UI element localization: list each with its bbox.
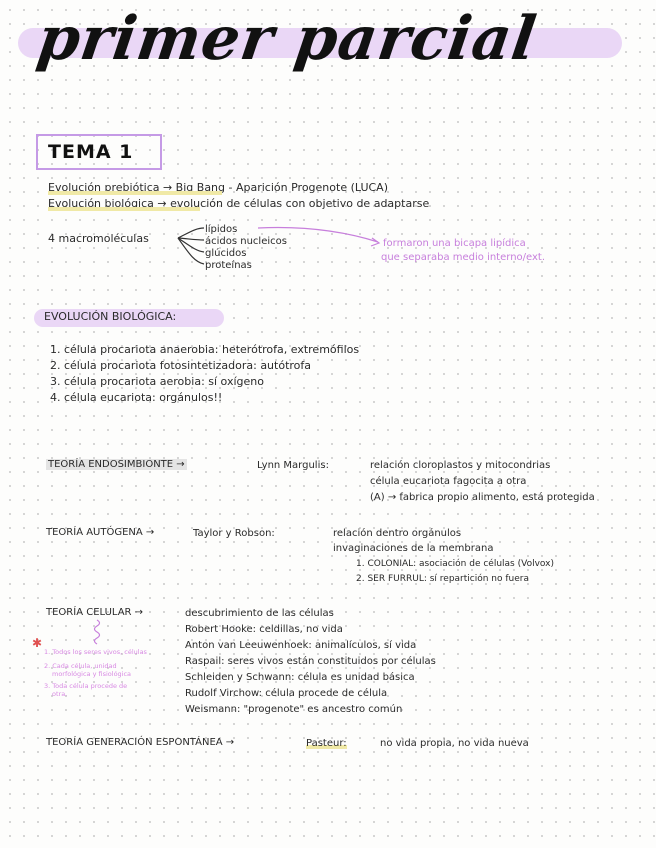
celular-line: Raspail: seres vivos están constituidos por células bbox=[185, 656, 436, 667]
evolucion-item: 1. célula procariota anaerobia: heterótrofa, extremófilos bbox=[50, 343, 360, 356]
autogena-line: invaginaciones de la membrana bbox=[333, 543, 494, 554]
page-title: primer parcial bbox=[33, 4, 541, 74]
star-icon: ✱ bbox=[32, 636, 43, 650]
autogena-line: 1. COLONIAL: asociación de células (Volvox) bbox=[356, 559, 554, 569]
espontanea-label: TEORÍA GENERACIÓN ESPONTÁNEA → bbox=[46, 737, 235, 748]
celular-side-note: 1. Todos los seres vivos, células bbox=[44, 648, 147, 656]
celular-side-note: morfológica y fisiológica bbox=[52, 670, 132, 678]
endosimbionte-title: TEORÍA ENDOSIMBIONTE → bbox=[48, 459, 185, 470]
macro-item: proteínas bbox=[205, 260, 252, 271]
brace-line bbox=[178, 228, 204, 238]
celular-line: Robert Hooke: celdillas, no vida bbox=[185, 624, 343, 635]
endosimbionte-author: Lynn Margulis: bbox=[257, 460, 329, 471]
evolucion-item: 3. célula procariota aerobia: sí oxígeno bbox=[50, 375, 264, 388]
bilayer-note-2: que separaba medio interno/ext. bbox=[381, 252, 546, 263]
autogena-label: TEORÍA AUTÓGENA → bbox=[46, 527, 155, 538]
evolucion-item: 2. célula procariota fotosintetizadora: autótrofa bbox=[50, 359, 312, 372]
celular-line: Anton van Leeuwenhoek: animalículos, sí vida bbox=[185, 640, 417, 651]
macro-item: lípidos bbox=[205, 224, 238, 235]
espontanea-author-text: Pasteur: bbox=[306, 738, 347, 749]
celular-line: Schleiden y Schwann: célula es unidad básica bbox=[185, 672, 415, 683]
biologic-line: Evolución biológica → evolución de células con objetivo de adaptarse bbox=[48, 197, 430, 210]
evolucion-item: 4. célula eucariota: orgánulos!! bbox=[50, 391, 223, 404]
squiggle-line bbox=[95, 620, 100, 644]
espontanea-line: no vida propia, no vida nueva bbox=[380, 738, 529, 749]
celular-side-note: otra. bbox=[52, 690, 68, 698]
arrow-line bbox=[258, 228, 378, 242]
prebiotic-text: Evolución prebiótica → Big Bang - Aparición Progenote (LUCA) bbox=[48, 181, 389, 194]
autogena-line: 2. SER FURRUL: sí repartición no fuera bbox=[356, 574, 529, 584]
macro-item: ácidos nucleicos bbox=[205, 236, 287, 247]
celular-line: Weismann: "progenote" es ancestro común bbox=[185, 704, 403, 715]
celular-label: TEORÍA CELULAR → bbox=[46, 607, 144, 618]
macro-item: glúcidos bbox=[205, 248, 247, 259]
endosimbionte-line: (A) → fabrica propio alimento, está protegida bbox=[370, 492, 595, 503]
autogena-line: relación dentro orgánulos bbox=[333, 528, 462, 539]
celular-line: Rudolf Virchow: célula procede de célula bbox=[185, 688, 388, 699]
celular-side-note: 2. Cada célula, unidad bbox=[44, 662, 117, 670]
arrow-head bbox=[371, 238, 379, 246]
brace-line bbox=[178, 238, 204, 240]
celular-line: descubrimiento de las células bbox=[185, 608, 334, 619]
evolucion-heading: EVOLUCIÓN BIOLÓGICA: bbox=[44, 310, 177, 323]
macro-label: 4 macromoléculas bbox=[48, 232, 149, 245]
endosimbionte-line: célula eucariota fagocita a otra bbox=[370, 476, 527, 487]
endosimbionte-line: relación cloroplastos y mitocondrias bbox=[370, 460, 551, 471]
bilayer-note-1: formaron una bicapa lipídica bbox=[383, 238, 526, 249]
celular-side-note: 3. Toda célula procede de bbox=[44, 682, 128, 690]
autogena-author: Taylor y Robson: bbox=[193, 528, 275, 539]
tema-label: TEMA 1 bbox=[48, 141, 134, 163]
